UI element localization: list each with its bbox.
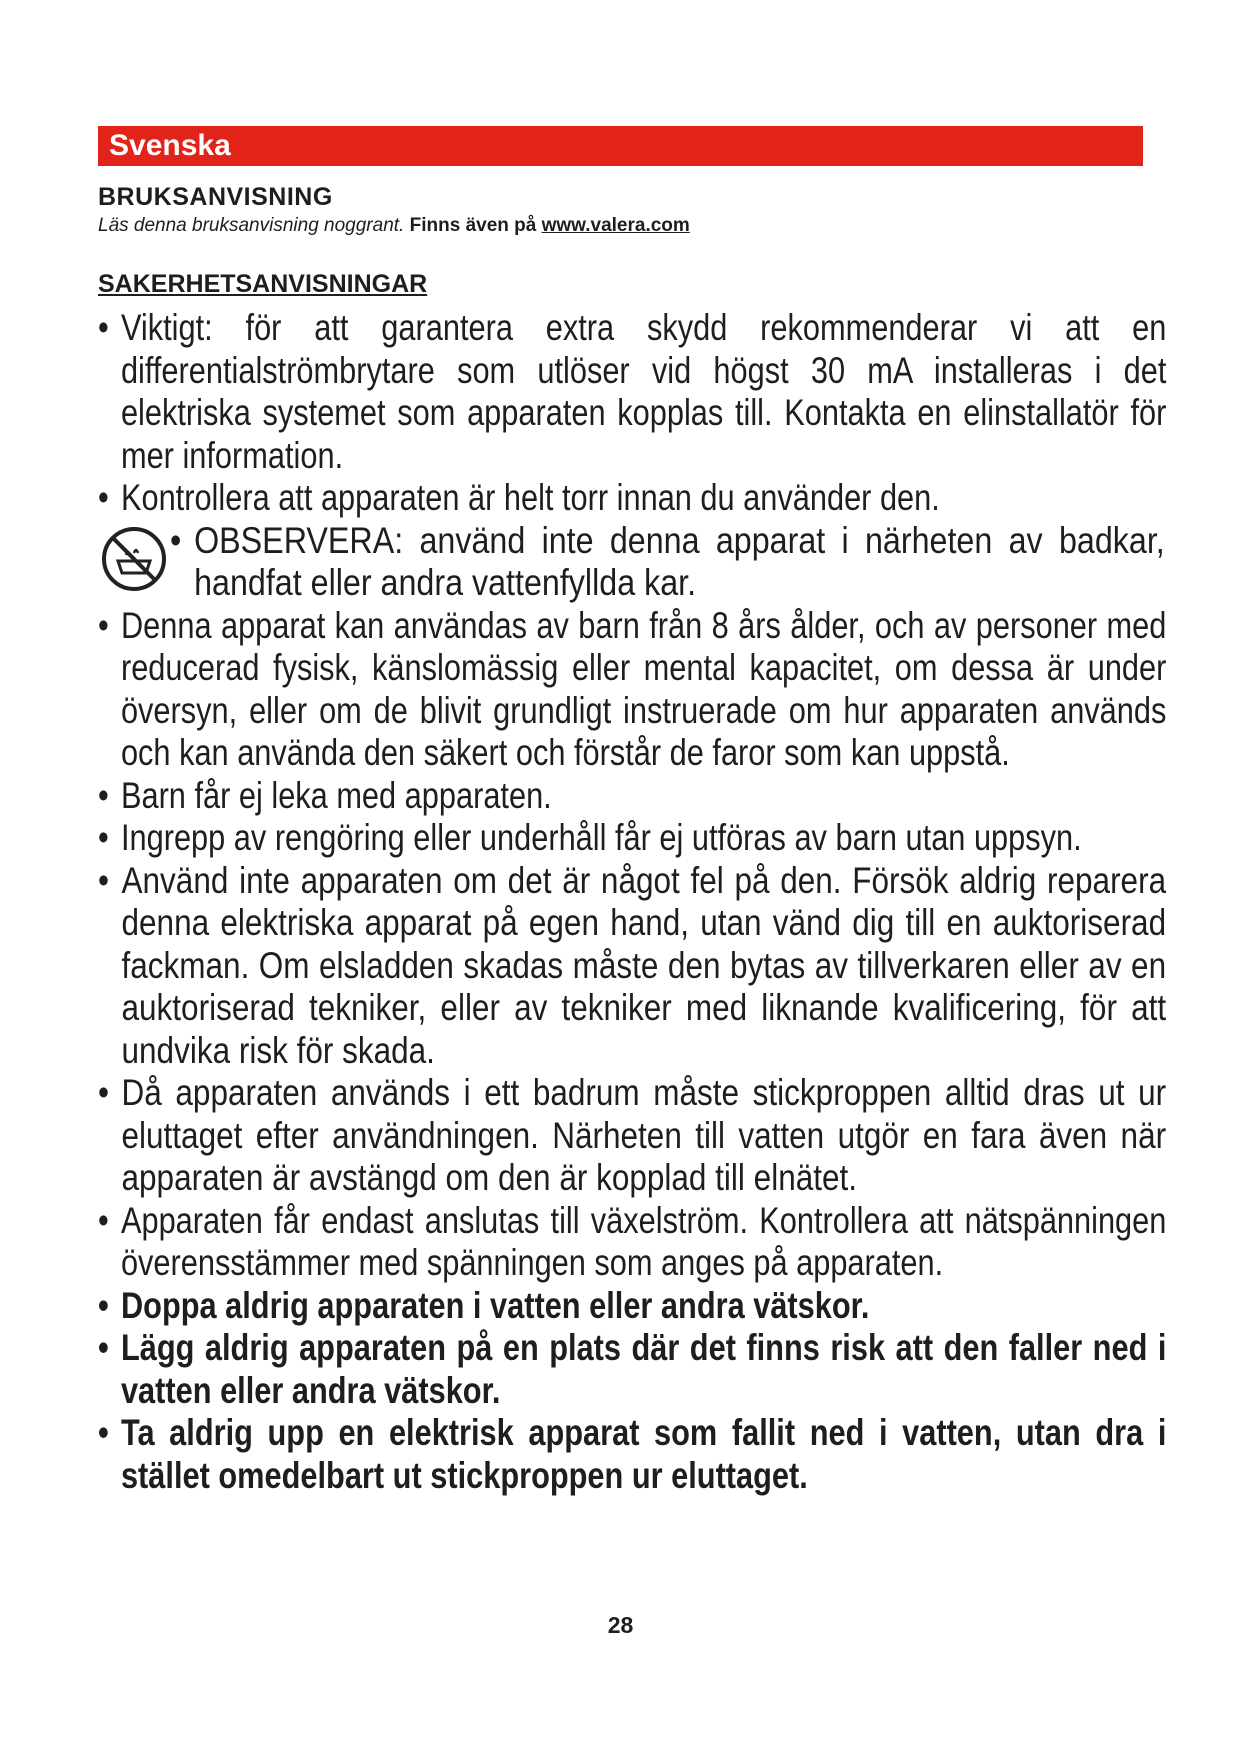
item-text: Lägg aldrig apparaten på en plats där det finns risk att den faller ned i vatten eller andra vätskor. <box>120 1326 1167 1411</box>
item-text: Kontrollera att apparaten är helt torr innan du använder den. <box>120 476 940 518</box>
no-bathtub-icon <box>100 525 168 593</box>
document-title: BRUKSANVISNING <box>98 183 333 211</box>
item-text: Barn får ej leka med apparaten. <box>120 773 552 816</box>
list-item <box>98 1326 1166 1411</box>
bullet: • <box>98 1326 109 1368</box>
read-carefully-note: Läs denna bruksanvisning noggrant. <box>98 215 405 236</box>
list-item <box>98 306 1166 476</box>
list-item <box>98 476 1166 519</box>
safety-list <box>98 306 1167 1496</box>
list-item <box>98 1284 1166 1327</box>
warning-row <box>98 518 1165 604</box>
subtitle-line <box>98 215 690 237</box>
bullet: • <box>98 1198 109 1241</box>
bullet: • <box>98 306 109 348</box>
language-banner <box>98 126 1143 166</box>
list-item <box>98 1071 1166 1199</box>
section-title: SAKERHETSANVISNINGAR <box>98 270 428 298</box>
bullet: • <box>98 816 109 858</box>
website-link[interactable]: www.valera.com <box>541 215 690 236</box>
bullet: • <box>98 1071 110 1113</box>
item-text: Då apparaten används i ett badrum måste stickproppen alltid dras ut ur eluttaget efter användningen. Närheten till vatten utgör en fara även när apparaten är avstängd om den är kopplad till elnätet. <box>121 1071 1167 1198</box>
item-text: OBSERVERA: använd inte denna apparat i närheten av badkar, handfat eller andra vattenfyllda kar. <box>194 518 1165 603</box>
page-number: 28 <box>607 1612 634 1638</box>
item-text: Denna apparat kan användas av barn från 8 års ålder, och av personer med reducerad fysisk, känslomässig eller mental kapacitet, om dessa är under översyn, eller om de blivit grundligt instruerade om hur apparaten används och kan använda den säkert och förstår de faror som kan uppstå. <box>120 603 1167 773</box>
item-text: Ingrepp av rengöring eller underhåll får ej utföras av barn utan uppsyn. <box>120 816 1082 858</box>
item-text: Apparaten får endast anslutas till växelström. Kontrollera att nätspänningen överensstämmer med spänningen som anges på apparaten. <box>120 1198 1167 1283</box>
bullet: • <box>98 603 109 646</box>
bullet: • <box>98 1283 109 1326</box>
list-item <box>98 859 1166 1072</box>
item-text: Doppa aldrig apparaten i vatten eller andra vätskor. <box>120 1283 870 1326</box>
item-text: Använd inte apparaten om det är något fel på den. Försök aldrig reparera denna elektriska apparat på egen hand, utan vänd dig till en auktoriserad fackman. Om elsladden skadas måste den bytas av tillverkaren eller av en auktoriserad tekniker, eller av tekniker med liknande kvalificering, för att undvika risk för skada. <box>121 858 1167 1071</box>
list-item <box>170 519 1165 604</box>
item-text: Ta aldrig upp en elektrisk apparat som fallit ned i vatten, utan dra i stället omedelbart ut stickproppen ur eluttaget. <box>120 1411 1167 1496</box>
available-note: Finns även på <box>409 215 537 236</box>
language-label: Svenska <box>109 129 231 162</box>
bullet: • <box>98 858 110 901</box>
item-text: Viktigt: för att garantera extra skydd rekommenderar vi att en differentialströmbrytare som utlöser vid högst 30 mA installeras i det elektriska systemet som apparaten kopplas till. Kontakta en elinstallatör för mer information. <box>120 306 1167 476</box>
list-item <box>98 604 1166 774</box>
list-item <box>98 816 1166 859</box>
list-item <box>98 1411 1166 1496</box>
list-item <box>98 774 1166 817</box>
bullet: • <box>170 518 182 561</box>
bullet: • <box>98 1411 109 1453</box>
bullet: • <box>98 476 109 518</box>
bullet: • <box>98 773 109 816</box>
list-item <box>98 1199 1166 1284</box>
